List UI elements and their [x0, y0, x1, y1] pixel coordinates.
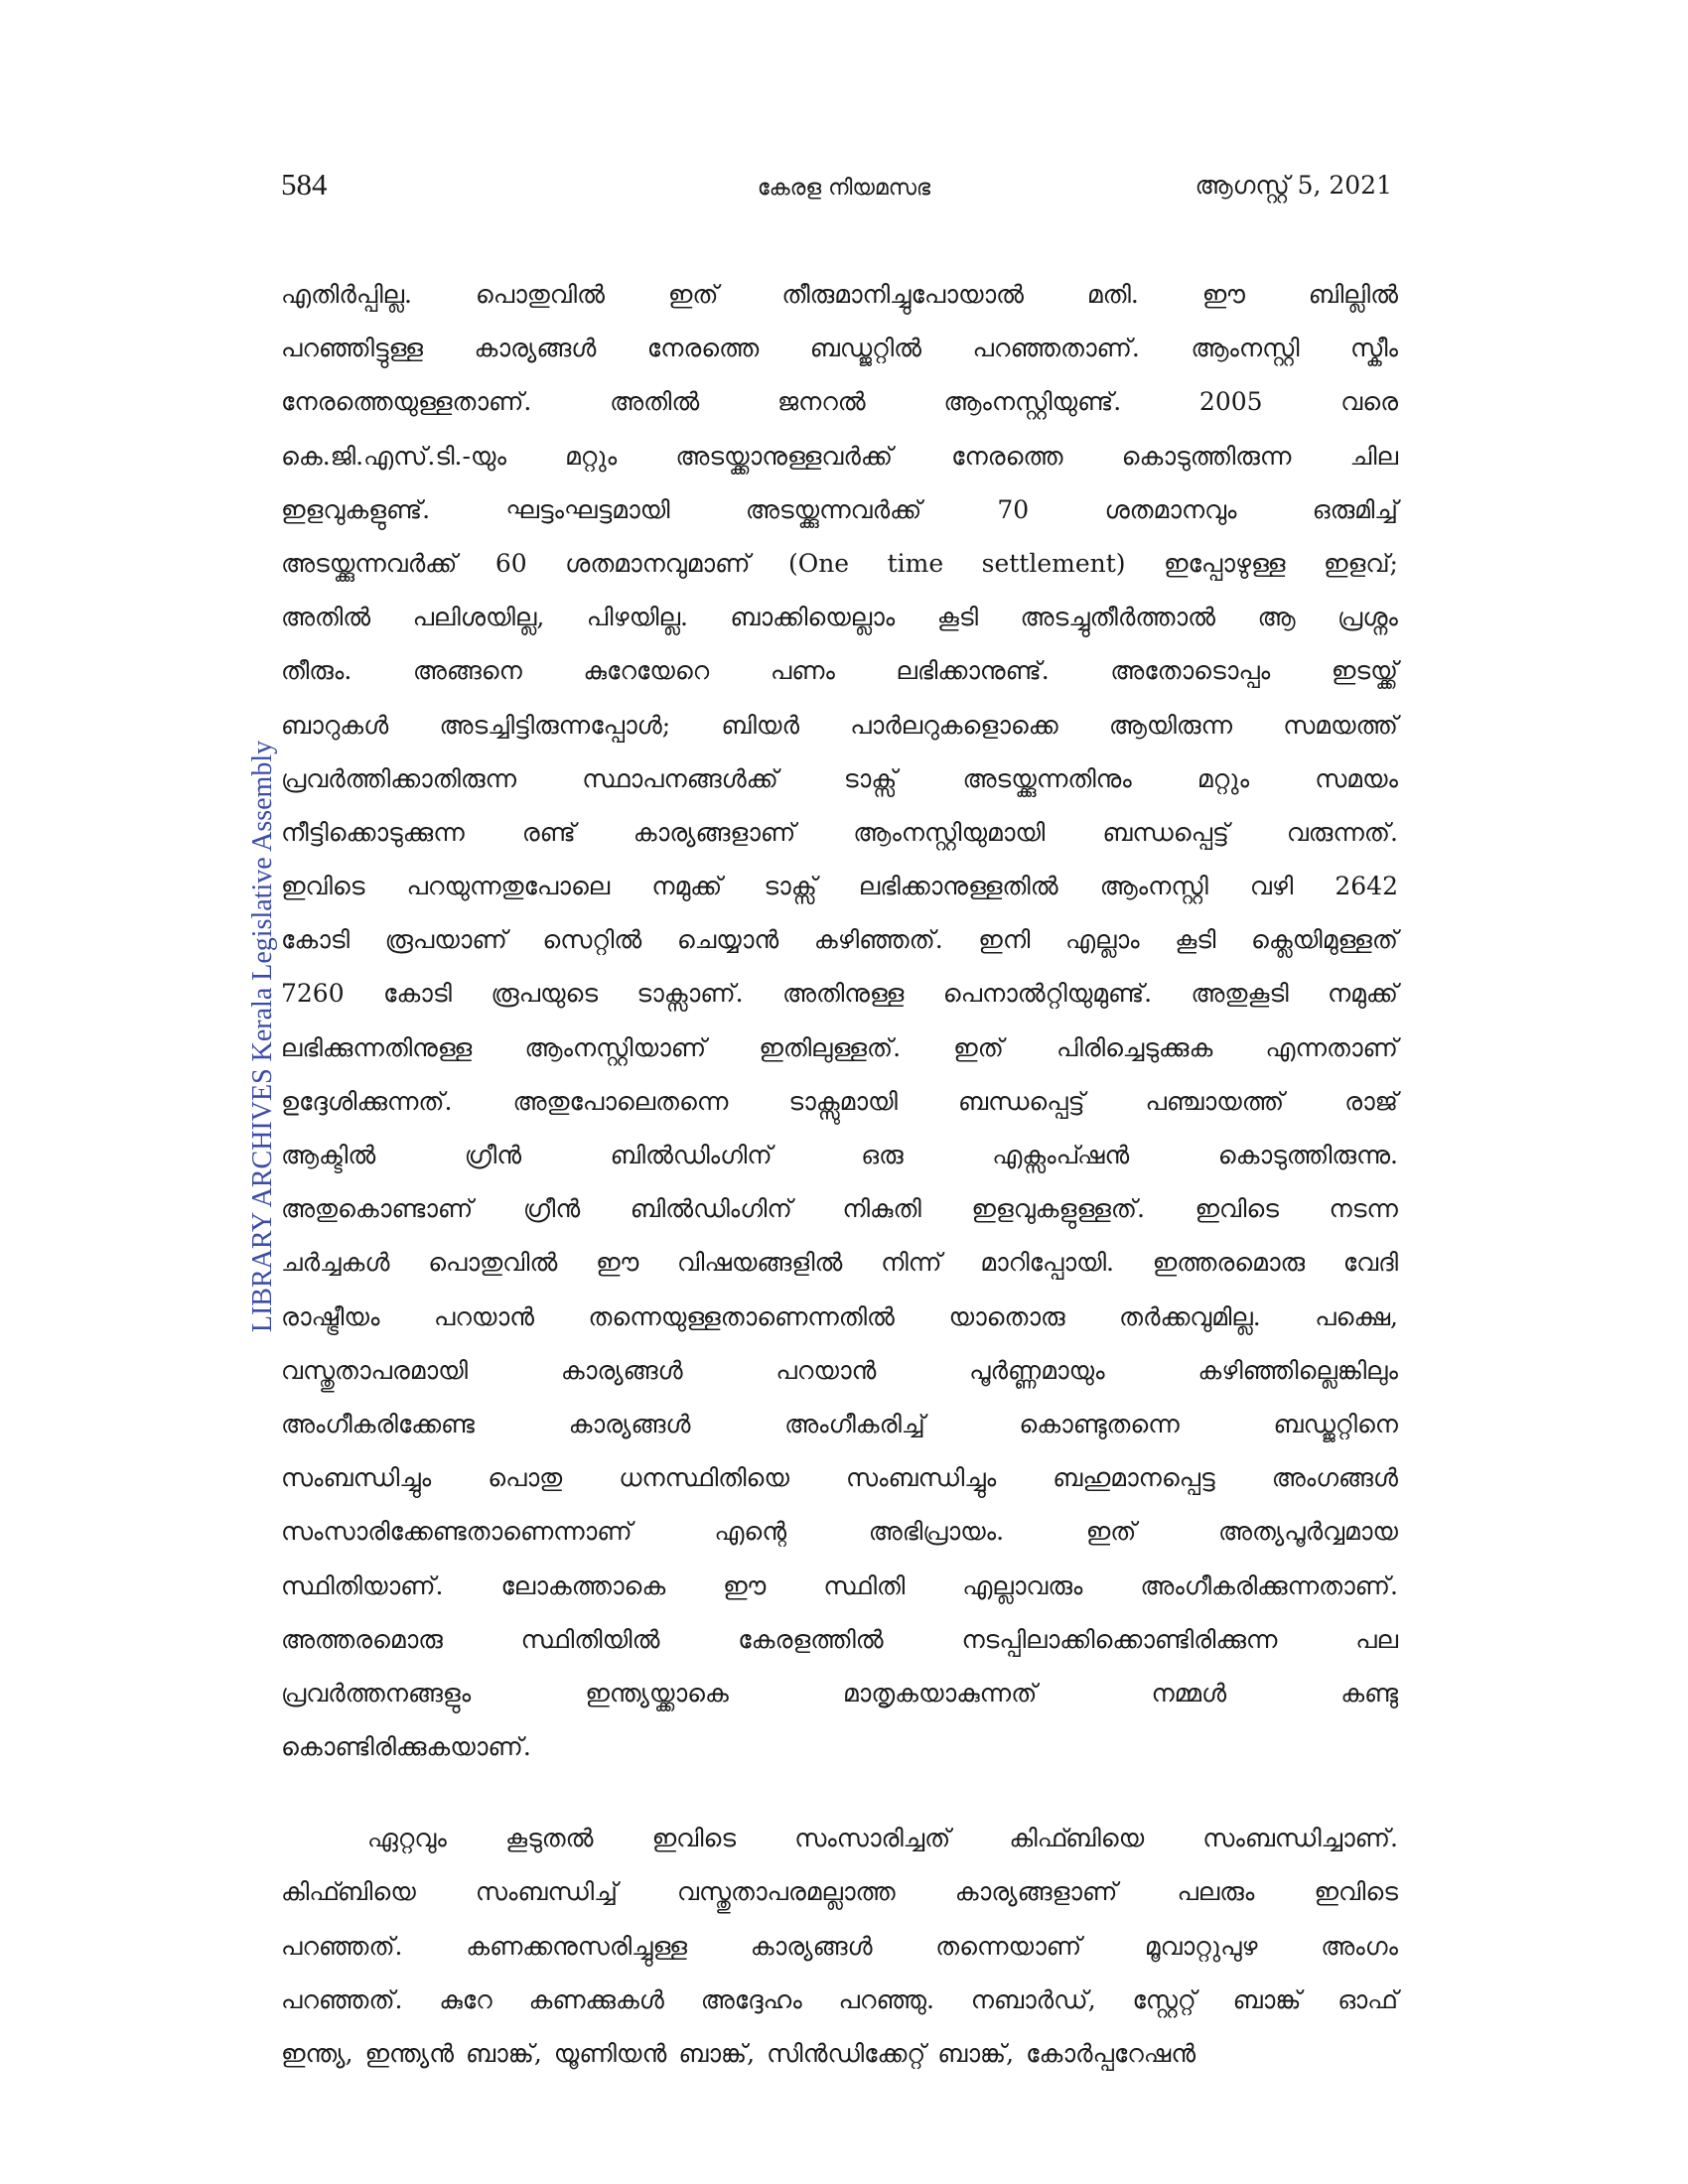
text-line: സംസാരിക്കേണ്ടതാണെന്നാണ് എന്റെ അഭിപ്രായം. ഇത് അത്യപൂർവ്വമായ: [281, 1517, 1398, 1547]
paragraph: [281, 268, 1398, 1774]
text-line: ഇളവുകളുണ്ട്. ഘട്ടംഘട്ടമായി അടയ്ക്കുന്നവർക്ക് 70 ശതമാനവും ഒരുമിച്ച്: [281, 494, 1398, 524]
text-line: രാഷ്ട്രീയം പറയാൻ തന്നെയുള്ളതാണെന്നതിൽ യാതൊരു തർക്കവുമില്ല. പക്ഷെ,: [281, 1301, 1398, 1331]
text-line: സംബന്ധിച്ചും പൊതു ധനസ്ഥിതിയെ സംബന്ധിച്ചും ബഹുമാനപ്പെട്ട അംഗങ്ങൾ: [281, 1463, 1398, 1493]
text-line: അടയ്ക്കുന്നവർക്ക് 60 ശതമാനവുമാണ് (One time settlement) ഇപ്പോഴുള്ള ഇളവ്;: [281, 548, 1398, 578]
text-line: എതിർപ്പില്ല. പൊതുവിൽ ഇത് തീരുമാനിച്ചുപോയാൽ മതി. ഈ ബില്ലിൽ: [281, 280, 1398, 309]
body-text: [281, 268, 1398, 2081]
text-line: പറഞ്ഞത്. കണക്കനുസരിച്ചുള്ള കാര്യങ്ങൾ തന്നെയാണ് മൂവാറ്റുപുഴ അംഗം: [281, 1931, 1398, 1961]
archive-watermark: LIBRARY ARCHIVES Kerala Legislative Assembly: [247, 740, 278, 1333]
text-line: പ്രവർത്തനങ്ങളും ഇന്ത്യയ്ക്കാകെ മാതൃകയാകുന്നത് നമ്മൾ കണ്ടു: [281, 1678, 1398, 1707]
text-line: 7260 കോടി രൂപയുടെ ടാക്സാണ്. അതിനുള്ള പെനാൽറ്റിയുമുണ്ട്. അതുകൂടി നമുക്ക്: [281, 979, 1398, 1009]
text-line: പറഞ്ഞിട്ടുള്ള കാര്യങ്ങൾ നേരത്തെ ബഡ്ജറ്റിൽ പറഞ്ഞതാണ്. ആംനസ്റ്റി സ്കീം: [281, 334, 1398, 363]
text-line: ചർച്ചകൾ പൊതുവിൽ ഈ വിഷയങ്ങളിൽ നിന്ന് മാറിപ്പോയി. ഇത്തരമൊരു വേദി: [281, 1248, 1398, 1278]
paragraph-gap: [281, 1774, 1398, 1812]
running-title: കേരള നിയമസഭ: [757, 176, 931, 201]
text-line: അതുകൊണ്ടാണ് ഗ്രീൻ ബിൽഡിംഗിന് നികുതി ഇളവുകളുള്ളത്. ഇവിടെ നടന്ന: [281, 1194, 1398, 1224]
text-line: ഏറ്റവും കൂടുതൽ ഇവിടെ സംസാരിച്ചത് കിഫ്ബിയെ സംബന്ധിച്ചാണ്.: [367, 1824, 1398, 1853]
text-line: ലഭിക്കുന്നതിനുള്ള ആംനസ്റ്റിയാണ് ഇതിലുള്ളത്. ഇത് പിരിച്ചെടുക്കുക എന്നതാണ്: [281, 1032, 1398, 1062]
text-line: ഉദ്ദേശിക്കുന്നത്. അതുപോലെതന്നെ ടാക്സുമായി ബന്ധപ്പെട്ട് പഞ്ചായത്ത് രാജ്: [281, 1086, 1398, 1116]
text-line: കൊണ്ടിരിക്കുകയാണ്.: [281, 1732, 531, 1762]
text-line: നീട്ടിക്കൊടുക്കുന്ന രണ്ട് കാര്യങ്ങളാണ് ആംനസ്റ്റിയുമായി ബന്ധപ്പെട്ട് വരുന്നത്.: [281, 817, 1398, 847]
paragraph: [281, 1812, 1398, 2081]
page-date: ആഗസ്റ്റ് 5, 2021: [1195, 171, 1392, 200]
text-line: പറഞ്ഞത്. കുറേ കണക്കുകൾ അദ്ദേഹം പറഞ്ഞു. നബാർഡ്, സ്റ്റേറ്റ് ബാങ്ക് ഓഫ്: [281, 1984, 1398, 2014]
text-line: തീരും. അങ്ങനെ കുറേയേറെ പണം ലഭിക്കാനുണ്ട്. അതോടൊപ്പം ഇടയ്ക്ക്: [281, 656, 1398, 686]
text-line: കെ.ജി.എസ്.ടി.-യും മറ്റും അടയ്ക്കാനുള്ളവർക്ക് നേരത്തെ കൊടുത്തിരുന്ന ചില: [281, 441, 1398, 471]
text-line: സ്ഥിതിയാണ്. ലോകത്താകെ ഈ സ്ഥിതി എല്ലാവരും അംഗീകരിക്കുന്നതാണ്.: [281, 1570, 1398, 1600]
text-line: ആക്ടിൽ ഗ്രീൻ ബിൽഡിംഗിന് ഒരു എക്സംപ്ഷൻ കൊടുത്തിരുന്നു.: [281, 1141, 1398, 1169]
text-line: വസ്തുതാപരമായി കാര്യങ്ങൾ പറയാൻ പൂർണ്ണമായും കഴിഞ്ഞില്ലെങ്കിലും: [281, 1355, 1398, 1385]
text-line: നേരത്തെയുള്ളതാണ്. അതിൽ ജനറൽ ആംനസ്റ്റിയുണ്ട്. 2005 വരെ: [281, 387, 1398, 417]
page-number: 584: [281, 167, 328, 202]
text-line: കിഫ്ബിയെ സംബന്ധിച്ച് വസ്തുതാപരമല്ലാത്ത കാര്യങ്ങളാണ് പലരും ഇവിടെ: [281, 1877, 1398, 1907]
text-line: അതിൽ പലിശയില്ല, പിഴയില്ല. ബാക്കിയെല്ലാം കൂടി അടച്ചുതീർത്താൽ ആ പ്രശ്നം: [281, 603, 1398, 632]
text-line: അംഗീകരിക്കേണ്ട കാര്യങ്ങൾ അംഗീകരിച്ച് കൊണ്ടുതന്നെ ബഡ്ജറ്റിനെ: [281, 1409, 1398, 1438]
text-line: ഇന്ത്യ, ഇന്ത്യൻ ബാങ്ക്, യൂണിയൻ ബാങ്ക്, സിൻഡിക്കേറ്റ് ബാങ്ക്, കോർപ്പറേഷൻ: [281, 2039, 1196, 2068]
text-line: കോടി രൂപയാണ് സെറ്റിൽ ചെയ്യാൻ കഴിഞ്ഞത്. ഇനി എല്ലാം കൂടി ക്ലെയിമുള്ളത്: [281, 925, 1398, 955]
text-line: അത്തരമൊരു സ്ഥിതിയിൽ കേരളത്തിൽ നടപ്പിലാക്കിക്കൊണ്ടിരിക്കുന്ന പല: [281, 1624, 1398, 1654]
text-line: ഇവിടെ പറയുന്നതുപോലെ നമുക്ക് ടാക്സ് ലഭിക്കാനുള്ളതിൽ ആംനസ്റ്റി വഴി 2642: [281, 872, 1398, 901]
text-line: ബാറുകൾ അടച്ചിട്ടിരുന്നപ്പോൾ; ബിയർ പാർലറുകളൊക്കെ ആയിരുന്ന സമയത്ത്: [281, 710, 1398, 740]
text-line: പ്രവർത്തിക്കാതിരുന്ന സ്ഥാപനങ്ങൾക്ക് ടാക്സ് അടയ്ക്കുന്നതിനും മറ്റും സമയം: [281, 763, 1398, 793]
